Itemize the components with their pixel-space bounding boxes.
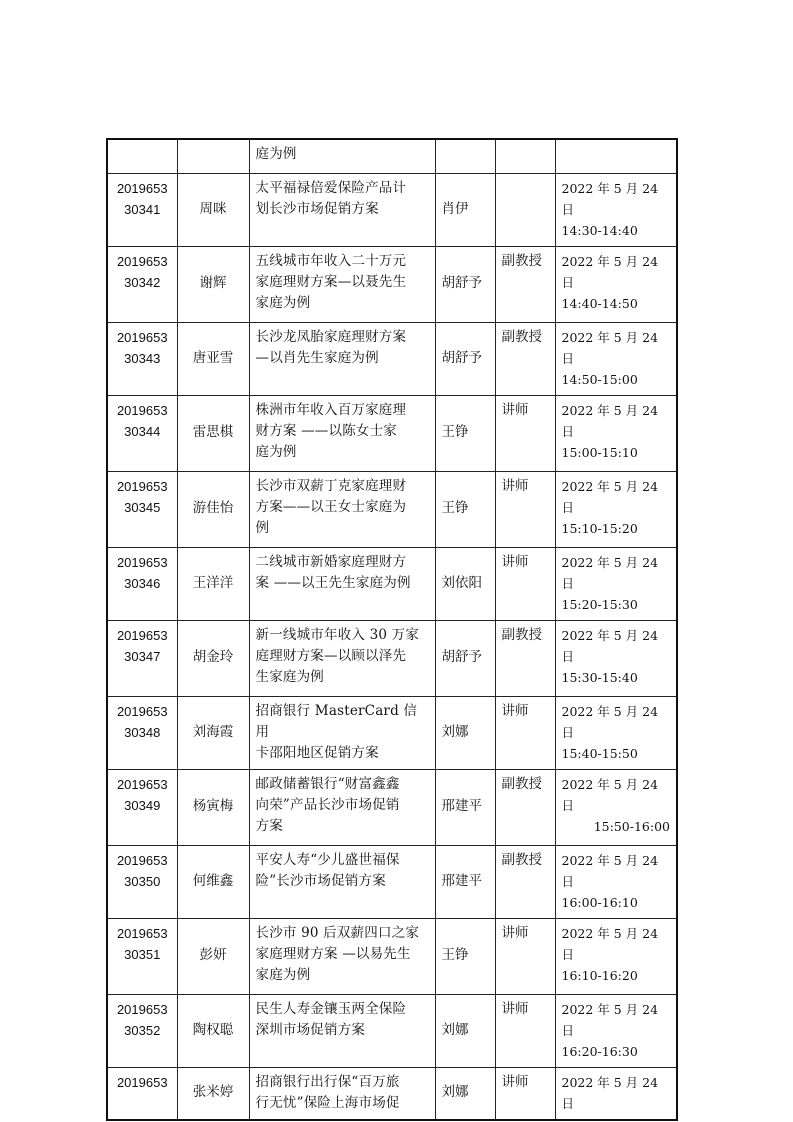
thesis-title-line: 划长沙市场促销方案 [255, 200, 379, 217]
thesis-title-cell [249, 769, 435, 845]
thesis-title-line: 平安人寿“少儿盛世福保 [255, 851, 400, 868]
defense-date: 2022 年 5 月 24 日 [561, 776, 659, 813]
thesis-title-line: 长沙市双薪丁克家庭理财 [255, 477, 407, 494]
defense-slot: 16:00-16:10 [561, 894, 638, 910]
defense-date: 2022 年 5 月 24 日 [561, 627, 659, 664]
student-name-cell: 彭妍 [177, 918, 249, 994]
defense-date: 2022 年 5 月 24 日 [561, 402, 659, 439]
defense-time-cell [555, 173, 677, 246]
student-id-part: 30346 [124, 575, 161, 591]
table-row [107, 322, 677, 395]
student-id-part: 2019653 [116, 329, 168, 345]
thesis-title-line: 案 ——以王先生家庭为例 [255, 574, 411, 591]
advisor-cell: 刘娜 [435, 1067, 495, 1120]
student-id-part: 2019653 [116, 627, 168, 643]
defense-time-cell [555, 1067, 677, 1120]
table-row [107, 395, 677, 471]
advisor-cell: 王铮 [435, 395, 495, 471]
student-id-part: 2019653 [116, 180, 168, 196]
student-id-cell [107, 139, 177, 173]
student-name-cell: 胡金玲 [177, 620, 249, 696]
thesis-title-line: 株洲市年收入百万家庭理 [255, 401, 407, 418]
thesis-title-line: 家庭理财方案 —以易先生 [255, 945, 411, 962]
defense-time-cell [555, 395, 677, 471]
thesis-title-line: 卡邵阳地区促销方案 [255, 744, 379, 761]
student-id-cell [107, 696, 177, 769]
thesis-title-line: 长沙市 90 后双薪四口之家 [255, 924, 420, 941]
thesis-title-line: 二线城市新婚家庭理财方 [255, 553, 407, 570]
thesis-title-cell [249, 696, 435, 769]
defense-slot: 14:50-15:00 [561, 371, 638, 387]
thesis-title-line: 太平福禄倍爱保险产品计 [255, 179, 407, 196]
student-id-part: 2019653 [116, 776, 168, 792]
advisor-cell: 王铮 [435, 471, 495, 547]
student-name-cell: 杨寅梅 [177, 769, 249, 845]
thesis-title-line: 例 [255, 519, 270, 536]
student-id-cell [107, 1067, 177, 1120]
defense-slot: 14:30-14:40 [561, 222, 638, 238]
student-id-cell [107, 994, 177, 1067]
table-row [107, 769, 677, 845]
defense-time-cell [555, 845, 677, 918]
thesis-title-line: 家庭理财方案—以聂先生 [255, 273, 407, 290]
thesis-title-line: 五线城市年收入二十万元 [255, 252, 407, 269]
student-name-cell: 陶权聪 [177, 994, 249, 1067]
defense-time-cell [555, 696, 677, 769]
defense-slot: 15:50-16:00 [593, 818, 670, 834]
student-id-cell [107, 918, 177, 994]
defense-time-cell [555, 918, 677, 994]
student-id-part: 2019653 [116, 1001, 168, 1017]
table-body [107, 139, 677, 1120]
student-id-part: 2019653 [116, 925, 168, 941]
student-id-part: 30352 [124, 1022, 161, 1038]
schedule-sheet [106, 138, 676, 1121]
student-name-cell: 唐亚雪 [177, 322, 249, 395]
advisor-cell: 胡舒予 [435, 322, 495, 395]
defense-slot: 14:40-14:50 [561, 295, 638, 311]
advisor-cell: 刘依阳 [435, 547, 495, 620]
advisor-rank-cell: 副教授 [495, 845, 555, 918]
defense-time-cell [555, 246, 677, 322]
table-row [107, 620, 677, 696]
advisor-rank-cell [495, 139, 555, 173]
thesis-title-cell [249, 246, 435, 322]
advisor-cell: 胡舒予 [435, 620, 495, 696]
advisor-cell: 刘娜 [435, 696, 495, 769]
thesis-title-cell [249, 139, 435, 173]
advisor-rank-cell: 讲师 [495, 1067, 555, 1120]
thesis-title-line: 深圳市场促销方案 [255, 1021, 366, 1038]
defense-time-cell [555, 994, 677, 1067]
student-name-cell: 何维鑫 [177, 845, 249, 918]
defense-slot: 15:10-15:20 [561, 520, 638, 536]
student-id-part: 30342 [124, 274, 161, 290]
advisor-rank-cell [495, 173, 555, 246]
student-name-cell: 游佳怡 [177, 471, 249, 547]
student-id-cell [107, 173, 177, 246]
table-row [107, 696, 677, 769]
thesis-title-cell [249, 173, 435, 246]
student-id-part: 2019653 [116, 402, 168, 418]
table-row [107, 547, 677, 620]
defense-time-cell [555, 547, 677, 620]
thesis-title-line: 新一线城市年收入 30 万家 [255, 626, 420, 643]
defense-slot: 15:20-15:30 [561, 596, 638, 612]
advisor-rank-cell: 副教授 [495, 246, 555, 322]
defense-date: 2022 年 5 月 24 日 [561, 703, 659, 740]
defense-slot: 15:40-15:50 [561, 745, 638, 761]
defense-date: 2022 年 5 月 24 日 [561, 329, 659, 366]
defense-time-cell [555, 139, 677, 173]
thesis-title-line: 民生人寿金镶玉两全保险 [255, 1000, 407, 1017]
advisor-rank-cell: 副教授 [495, 769, 555, 845]
student-id-part: 30351 [124, 946, 161, 962]
defense-date: 2022 年 5 月 24 日 [561, 180, 659, 217]
student-id-cell [107, 845, 177, 918]
defense-time-cell [555, 769, 677, 845]
student-id-part: 2019653 [116, 554, 168, 570]
thesis-title-cell [249, 395, 435, 471]
defense-date: 2022 年 5 月 24 日 [561, 1074, 659, 1111]
student-name-cell: 周咪 [177, 173, 249, 246]
thesis-title-cell [249, 918, 435, 994]
student-id-cell [107, 322, 177, 395]
student-name-cell: 雷思棋 [177, 395, 249, 471]
defense-time-cell [555, 620, 677, 696]
advisor-rank-cell: 讲师 [495, 918, 555, 994]
student-id-part: 30344 [124, 423, 161, 439]
defense-date: 2022 年 5 月 24 日 [561, 253, 659, 290]
defense-date: 2022 年 5 月 24 日 [561, 1001, 659, 1038]
student-name-cell [177, 139, 249, 173]
table-row [107, 139, 677, 173]
advisor-rank-cell: 讲师 [495, 696, 555, 769]
student-id-part: 2019653 [116, 253, 168, 269]
thesis-title-line: 招商银行 MasterCard 信用 [255, 702, 418, 740]
defense-date: 2022 年 5 月 24 日 [561, 554, 659, 591]
thesis-title-cell [249, 620, 435, 696]
advisor-rank-cell: 讲师 [495, 547, 555, 620]
student-name-cell: 王洋洋 [177, 547, 249, 620]
thesis-title-line: 长沙龙凤胎家庭理财方案 [255, 328, 407, 345]
student-id-cell [107, 395, 177, 471]
thesis-title-cell [249, 471, 435, 547]
student-id-part: 2019653 [116, 478, 168, 494]
thesis-title-line: 生家庭为例 [255, 668, 324, 685]
advisor-rank-cell: 讲师 [495, 994, 555, 1067]
thesis-title-line: 行无忧”保险上海市场促 [255, 1094, 400, 1111]
student-id-part: 30345 [124, 499, 161, 515]
table-row [107, 845, 677, 918]
student-id-cell [107, 547, 177, 620]
advisor-cell: 刘娜 [435, 994, 495, 1067]
defense-slot: 15:30-15:40 [561, 669, 638, 685]
defense-date: 2022 年 5 月 24 日 [561, 925, 659, 962]
table-row [107, 994, 677, 1067]
thesis-title-line: 庭为例 [255, 146, 297, 162]
advisor-rank-cell: 副教授 [495, 620, 555, 696]
student-name-cell: 谢辉 [177, 246, 249, 322]
defense-slot: 16:10-16:20 [561, 967, 638, 983]
table-row [107, 173, 677, 246]
thesis-title-cell [249, 845, 435, 918]
student-name-cell: 刘海霞 [177, 696, 249, 769]
student-id-part: 30343 [124, 350, 161, 366]
advisor-cell: 肖伊 [435, 173, 495, 246]
thesis-title-line: 招商银行出行保“百万旅 [255, 1073, 400, 1090]
student-id-part: 30347 [124, 648, 161, 664]
student-id-cell [107, 246, 177, 322]
thesis-title-line: —以肖先生家庭为例 [255, 349, 379, 366]
defense-date: 2022 年 5 月 24 日 [561, 852, 659, 889]
advisor-cell [435, 139, 495, 173]
defense-schedule-table [106, 138, 678, 1121]
thesis-title-line: 家庭为例 [255, 966, 311, 983]
advisor-rank-cell: 副教授 [495, 322, 555, 395]
thesis-title-cell [249, 322, 435, 395]
thesis-title-line: 家庭为例 [255, 294, 311, 311]
student-id-part: 30348 [124, 724, 161, 740]
thesis-title-cell [249, 994, 435, 1067]
student-id-part: 30341 [124, 201, 161, 217]
advisor-cell: 邢建平 [435, 845, 495, 918]
thesis-title-line: 向荣”产品长沙市场促销 [255, 796, 400, 813]
advisor-cell: 邢建平 [435, 769, 495, 845]
defense-slot: 16:20-16:30 [561, 1043, 638, 1059]
student-id-part: 30350 [124, 873, 161, 889]
thesis-title-line: 庭为例 [255, 443, 297, 460]
student-id-cell [107, 769, 177, 845]
advisor-rank-cell: 讲师 [495, 395, 555, 471]
thesis-title-cell [249, 1067, 435, 1120]
thesis-title-line: 庭理财方案—以顾以泽先 [255, 647, 407, 664]
student-id-cell [107, 620, 177, 696]
thesis-title-line: 险”长沙市场促销方案 [255, 872, 386, 889]
advisor-cell: 王铮 [435, 918, 495, 994]
defense-date: 2022 年 5 月 24 日 [561, 478, 659, 515]
student-id-cell [107, 471, 177, 547]
advisor-cell: 胡舒予 [435, 246, 495, 322]
table-row [107, 246, 677, 322]
student-id-part: 30349 [124, 797, 161, 813]
thesis-title-line: 方案——以王女士家庭为 [255, 498, 407, 515]
defense-time-cell [555, 322, 677, 395]
table-row [107, 1067, 677, 1120]
student-id-part: 2019653 [116, 852, 168, 868]
advisor-rank-cell: 讲师 [495, 471, 555, 547]
thesis-title-line: 方案 [255, 817, 283, 834]
table-row [107, 471, 677, 547]
defense-time-cell [555, 471, 677, 547]
thesis-title-line: 财方案 ——以陈女士家 [255, 422, 397, 439]
student-id-part: 2019653 [116, 1074, 168, 1090]
thesis-title-line: 邮政储蓄银行“财富鑫鑫 [255, 775, 400, 792]
thesis-title-cell [249, 547, 435, 620]
defense-slot: 15:00-15:10 [561, 444, 638, 460]
table-row [107, 918, 677, 994]
student-id-part: 2019653 [116, 703, 168, 719]
student-name-cell: 张米婷 [177, 1067, 249, 1120]
